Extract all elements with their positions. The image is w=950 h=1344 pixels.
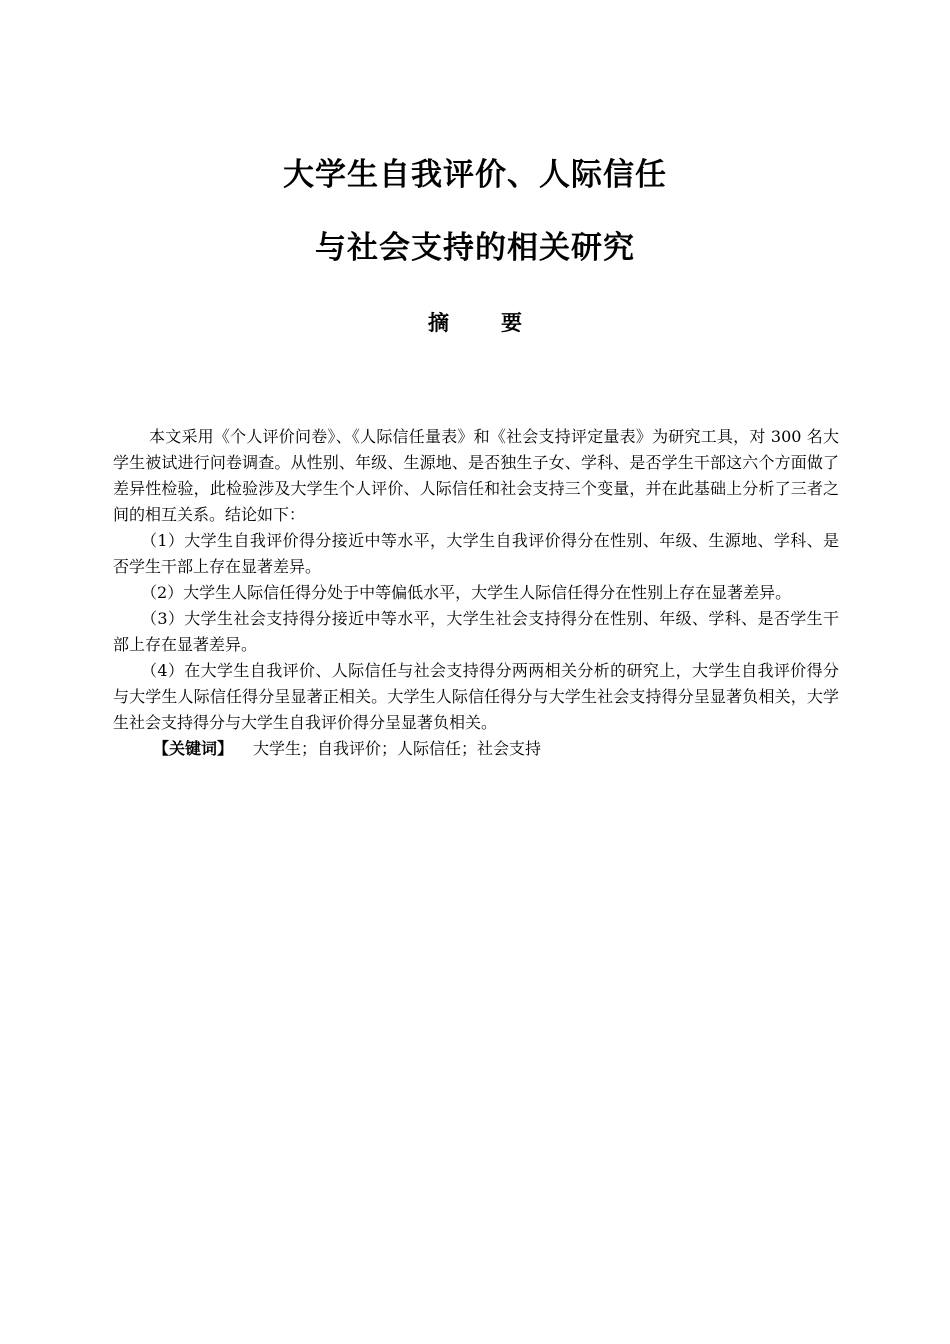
title-line-1: 大学生自我评价、人际信任 <box>283 157 667 193</box>
conclusion-item-2: （2）大学生人际信任得分处于中等偏低水平，大学生人际信任得分在性别上存在显著差异。 <box>141 583 792 602</box>
keywords-text: 大学生；自我评价；人际信任；社会支持 <box>253 739 542 758</box>
conclusion-item-4: （4）在大学生自我评价、人际信任与社会支持得分两两相关分析的研究上，大学生自我评价得分与大学生人际信任得分呈显著正相关。大学生人际信任得分与大学生社会支持得分呈显著负相关，大学生社会支持得分与大学生自我评价得分呈显著负相关。 <box>113 661 839 732</box>
abstract-body <box>113 424 839 762</box>
conclusion-item-1: （1）大学生自我评价得分接近中等水平，大学生自我评价得分在性别、年级、生源地、学科、是否学生干部上存在显著差异。 <box>113 531 839 576</box>
conclusion-item-3: （3）大学生社会支持得分接近中等水平，大学生社会支持得分在性别、年级、学科、是否学生干部上存在显著差异。 <box>113 609 839 654</box>
abstract-intro-paragraph: 本文采用《个人评价问卷》、《人际信任量表》和《社会支持评定量表》为研究工具，对 300 名大学生被试进行问卷调查。从性别、年级、生源地、是否独生子女、学科、是否学生干部这六个方面做了差异性检验，此检验涉及大学生个人评价、人际信任和社会支持三个变量，并在此基础上分析了三者之间的相互关系。结论如下： <box>113 427 839 524</box>
keywords-line <box>113 736 839 762</box>
title-line-2: 与社会支持的相关研究 <box>315 230 635 266</box>
abstract-heading: 摘要 <box>428 311 574 335</box>
keywords-label: 【关键词】 <box>153 739 234 758</box>
